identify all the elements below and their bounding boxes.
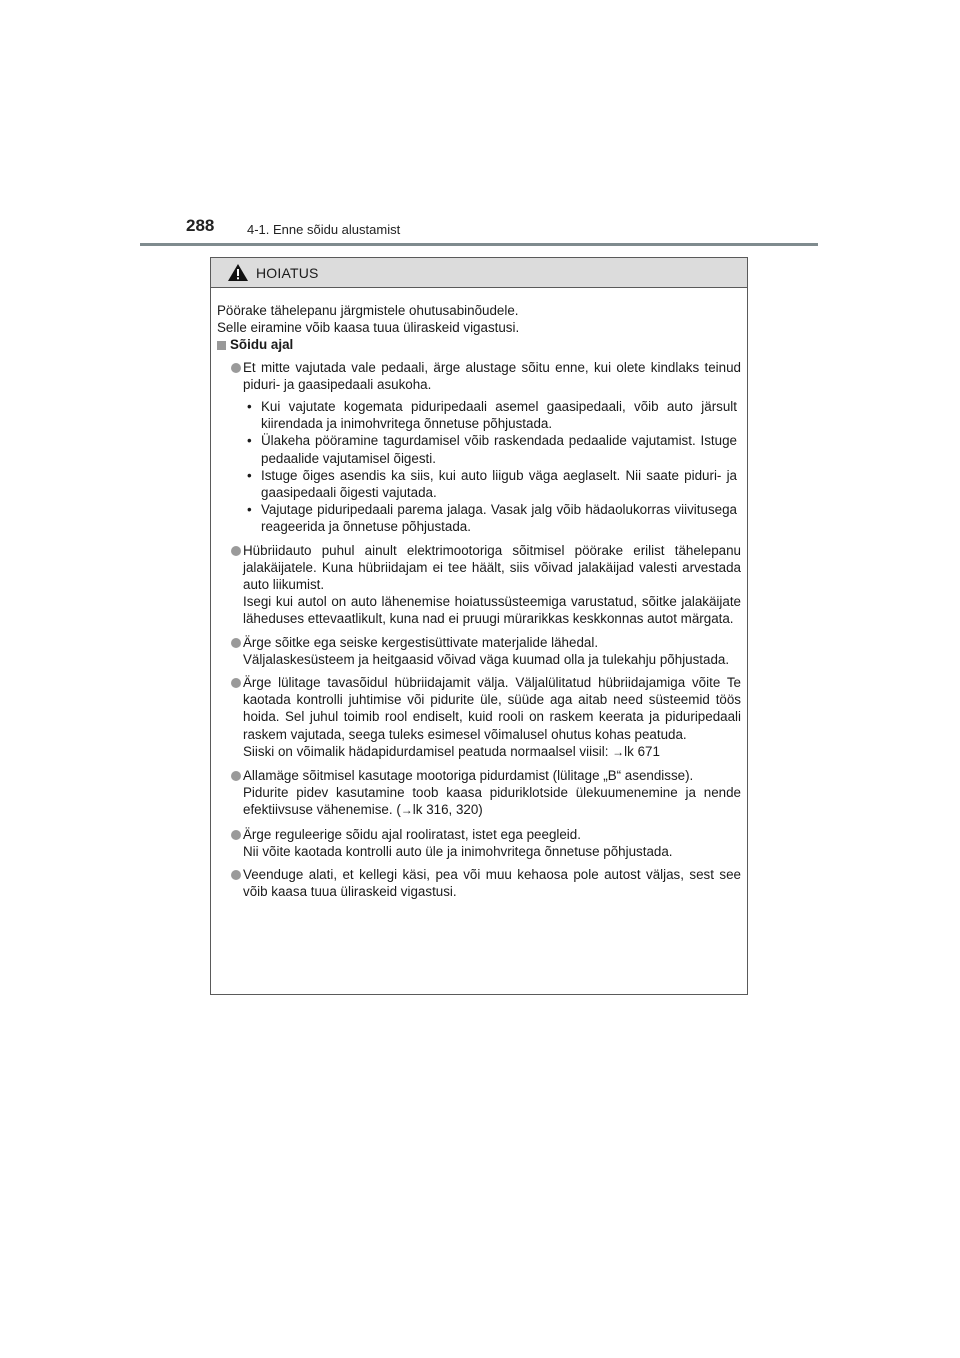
item-text: Allamäge sõitmisel kasutage mootoriga pidurdamist (lülitage „B“ asendisse). (243, 768, 694, 784)
item-text: Hübriidauto puhul ainult elektrimootoriga sõitmisel pöörake erilist tähelepanu jalakäijatele. Kuna hübriidajam ei tee häält, siis võivad jalakäijad valesti arvestada auto liikumist. (243, 542, 741, 593)
circle-bullet-icon (231, 870, 241, 880)
header-rule (140, 243, 818, 246)
intro-line: Pöörake tähelepanu järgmistele ohutusabinõudele. (217, 303, 519, 318)
sub-list-item: • Ülakeha pööramine tagurdamisel võib raskendada pedaalide vajutamist. Istuge pedaalide vajutamisel õigesti. (243, 432, 737, 466)
item-text: Isegi kui autol on auto lähenemise hoiatussüsteemiga varustatud, sõitke jalakäijate läheduses ettevaatlikult, kuna nad ei pruugi mürarikkas keskkonnas autot märgata. (243, 594, 741, 627)
list-item (217, 542, 741, 628)
item-text: Ärge sõitke ega seiske kergestisüttivate materjalide lähedal. (243, 634, 599, 650)
warning-body (211, 288, 747, 901)
subsection-heading (217, 336, 741, 353)
warning-label: HOIATUS (256, 264, 319, 281)
sub-list-item: • Istuge õiges asendis ka siis, kui auto liigub väga aeglaselt. Nii saate piduri- ja gaasipedaali õigesti vajutada. (243, 467, 737, 501)
item-text: Et mitte vajutada vale pedaali, ärge alustage sõitu enne, kui olete kindlaks teinud piduri- ja gaasipedaali asukoha. (243, 359, 741, 392)
item-text: Ärge reguleerige sõidu ajal rooliratast, istet ega peegleid. (243, 826, 581, 842)
item-reference (243, 784, 741, 819)
sub-list-item: • Vajutage piduripedaali parema jalaga. Vasak jalg võib hädaolukorras viivitusega reageerida ja õnnetuse põhjustada. (243, 501, 737, 535)
list-item (217, 674, 741, 761)
circle-bullet-icon (231, 638, 241, 648)
list-item (217, 634, 741, 668)
circle-bullet-icon (231, 363, 241, 373)
item-text: Nii võite kaotada kontrolli auto üle ja inimohvritega õnnetuse põhjustada. (243, 843, 673, 859)
warning-header (211, 258, 747, 288)
page-number: 288 (186, 216, 215, 235)
warning-intro (217, 302, 741, 336)
sub-list-item: • Kui vajutate kogemata piduripedaali asemel gaasipedaali, võib auto järsult kiirendada ja inimohvritega õnnetuse põhjustada. (243, 398, 737, 432)
item-text: Väljalaskesüsteem ja heitgaasid võivad väga kuumad olla ja tulekahju põhjustada. (243, 651, 730, 667)
arrow-right-icon: → (612, 744, 625, 759)
circle-bullet-icon (231, 678, 241, 688)
ref-prefix: Pidurite pidev kasutamine toob kaasa piduriklotside ülekuumenemine ja nende efektiivsuse vähenemise. ( (243, 785, 741, 818)
subsection-title: Sõidu ajal (230, 337, 294, 353)
section-title: 4-1. Enne sõidu alustamist (247, 222, 401, 237)
list-item (217, 359, 741, 536)
ref-prefix: Siiski on võimalik hädapidurdamisel peatuda normaalsel viisil: (243, 743, 613, 759)
warning-triangle-icon (227, 263, 249, 282)
circle-bullet-icon (231, 771, 241, 781)
page-reference-link[interactable]: lk 671 (624, 743, 660, 759)
arrow-right-icon: → (400, 803, 413, 818)
circle-bullet-icon (231, 546, 241, 556)
circle-bullet-icon (231, 830, 241, 840)
list-item (217, 866, 741, 900)
intro-line: Selle eiramine võib kaasa tuua üliraskeid vigastusi. (217, 320, 520, 336)
sub-list (243, 398, 741, 536)
item-reference (243, 743, 741, 761)
item-text: Ärge lülitage tavasõidul hübriidajamit välja. Väljalülitatud hübriidajamiga võite Te kaotada kontrolli juhtimise või pidurite üle, süüde aga aitab need süsteemid töös hoida. Sel juhul toimib rool endiselt, kuid rooli on raskem keerata ja piduripedaali raskem vajutada, seega tuleks esimesel võimalusel ohutus kohas peatuda. (243, 675, 741, 742)
item-text: Veenduge alati, et kellegi käsi, pea või muu kehaosa pole autost väljas, sest see võib kaasa tuua üliraskeid vigastusi. (243, 867, 741, 900)
square-bullet-icon (217, 341, 226, 350)
list-item (217, 826, 741, 860)
list-item (217, 767, 741, 820)
page-reference-link[interactable]: lk 316, 320) (412, 802, 483, 818)
warning-box (210, 257, 748, 995)
